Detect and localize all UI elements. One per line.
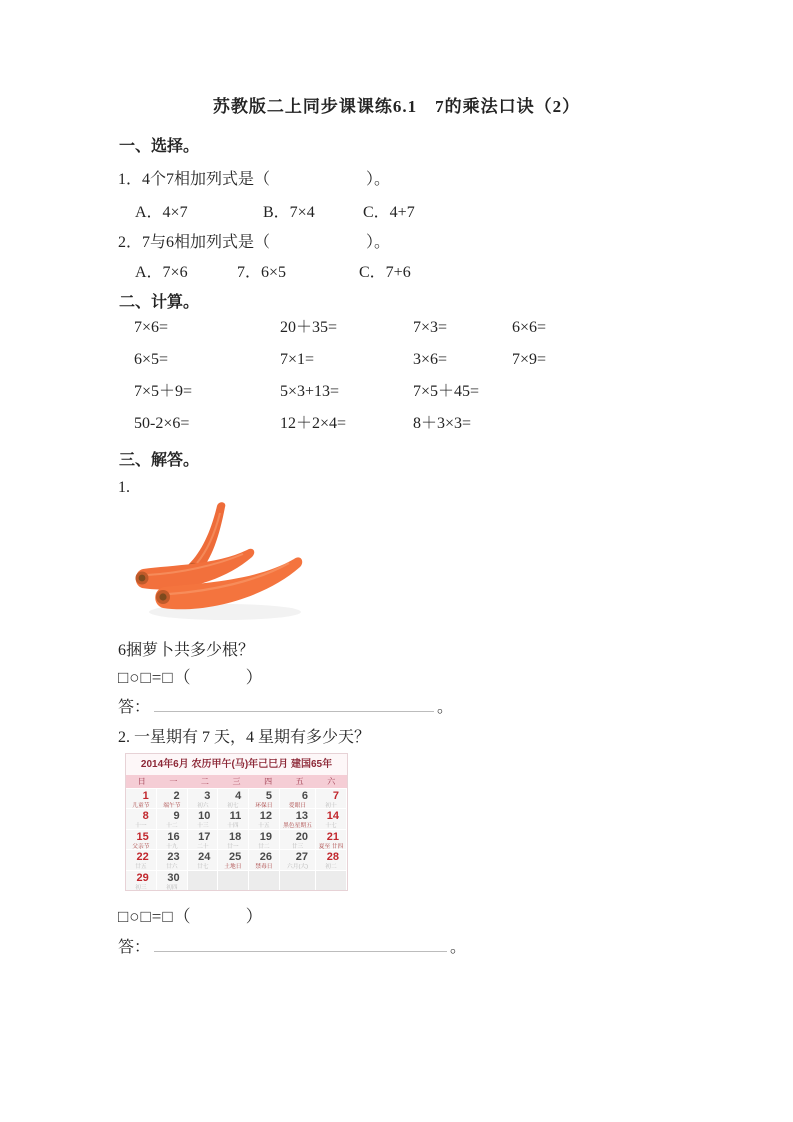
calendar-day-cell [280, 808, 316, 828]
calendar-day-cell [316, 829, 347, 849]
calendar-day-number: 10 [198, 810, 211, 823]
calendar-day-cell [157, 788, 188, 808]
calc-item: 6×5= [134, 351, 169, 368]
calendar-day-cell [157, 808, 188, 828]
calendar-day-number: 20 [295, 830, 309, 843]
calendar-day-cell [126, 829, 157, 849]
calc-item [512, 412, 546, 444]
calendar-day-number: 29 [136, 871, 149, 884]
calc-item: 7×5＋9= [134, 383, 193, 400]
calendar-day-label: 黑色星期五 [283, 823, 312, 829]
calendar-day-label: 初六 [196, 802, 209, 809]
calc-item: 7×1= [280, 351, 315, 368]
calendar-day-cell [249, 829, 280, 849]
option-c: C．4+7 [363, 204, 415, 221]
calendar-day-cell [280, 870, 316, 890]
calendar-day-cell [126, 870, 157, 890]
calendar-day-label: 十九 [165, 843, 178, 850]
calendar-day-cell [249, 808, 280, 828]
section2-header: 二、计算。 [119, 294, 200, 311]
calendar-day-label: 廿三 [291, 843, 304, 850]
calc-grid [134, 316, 546, 444]
calendar-day-number: 3 [204, 790, 211, 802]
calc-item: 7×5＋45= [413, 383, 480, 400]
calendar-day-label: 廿二 [258, 843, 270, 850]
calendar-day-cell [157, 849, 188, 869]
calendar-day-label: 二十 [196, 843, 209, 850]
problem-1-answer-line [118, 694, 453, 717]
calendar-day-label: 廿七 [196, 863, 209, 870]
calc-item [512, 380, 546, 412]
question-1-1: 1．4个7相加列式是（ ）。 [118, 171, 391, 188]
question-1-2: 2．7与6相加列式是（ ）。 [118, 234, 391, 251]
calendar-day-label: 初二 [325, 863, 337, 870]
calendar-weekday-header: 二 [200, 777, 209, 786]
calendar-day-number: 28 [326, 851, 339, 864]
calendar-day-label: 廿五 [135, 863, 147, 870]
problem-2-question: 2. 一星期有 7 天，4 星期有多少天？ [118, 729, 371, 746]
calc-item: 6×6= [512, 319, 547, 336]
calendar-day-number: 16 [167, 830, 180, 843]
calendar-grid [126, 788, 347, 890]
calendar-day-label: 六月(大) [287, 863, 309, 870]
section3-header: 三、解答。 [119, 452, 200, 469]
calendar-day-cell [188, 829, 219, 849]
calendar-day-cell [188, 788, 219, 808]
carrots-illustration [127, 499, 317, 624]
calendar-day-number: 9 [173, 810, 180, 823]
calendar-weekday-header: 三 [232, 777, 241, 786]
calc-item: 20＋35= [280, 319, 338, 336]
calendar-day-label: 禁毒日 [255, 863, 273, 870]
calendar-day-cell [218, 829, 249, 849]
answer-blank [154, 697, 434, 712]
calendar-day-cell [316, 788, 347, 808]
answer-label: 答： [118, 939, 151, 956]
calendar-day-cell [188, 870, 219, 890]
page-title: 苏教版二上同步课课练6.1 7的乘法口诀（2） [212, 97, 581, 116]
calendar-day-number: 24 [198, 851, 211, 864]
calendar-weekday-header: 六 [327, 777, 336, 786]
calendar-day-label: 儿童节 [132, 802, 150, 809]
calendar-day-label: 夏至 廿四 [318, 843, 344, 850]
calendar-day-cell [249, 788, 280, 808]
calendar-day-cell [316, 808, 347, 828]
calendar-day-cell [316, 870, 347, 890]
calendar-day-cell [249, 870, 280, 890]
calendar-day-number: 27 [295, 851, 309, 864]
calendar-day-cell [126, 808, 157, 828]
question-1-1-options [135, 199, 415, 222]
problem-1-equation-blanks: □○□=□（ ） [118, 668, 264, 687]
calendar-day-number: 19 [259, 830, 273, 843]
calendar-day-number: 18 [228, 830, 242, 843]
calendar-day-cell [126, 788, 157, 808]
calendar-day-label: 十一 [135, 823, 147, 829]
answer-period: 。 [437, 699, 454, 716]
calendar-day-label: 初十 [325, 802, 337, 809]
calendar-day-number: 23 [167, 851, 180, 864]
calendar-day-number: 7 [332, 790, 339, 802]
calendar-day-label: 父亲节 [132, 843, 150, 850]
option-b: B．7×4 [263, 204, 315, 221]
calendar-day-number: 17 [198, 830, 211, 843]
calendar-day-number: 11 [229, 810, 242, 823]
calendar-day-cell [157, 829, 188, 849]
calendar-day-number: 4 [235, 790, 242, 802]
calendar-day-number: 21 [326, 830, 339, 843]
option-b: 7．6×5 [237, 264, 287, 281]
calendar-day-label: 环保日 [255, 802, 273, 809]
answer-period: 。 [450, 939, 467, 956]
calendar-day-label: 土地日 [224, 863, 242, 870]
calendar-weekday-header: 日 [137, 777, 146, 786]
calendar-day-label: 廿六 [165, 863, 178, 870]
calendar-weekday-header: 四 [264, 777, 273, 786]
calendar-day-label: 初七 [227, 802, 240, 809]
section1-header: 一、选择。 [119, 138, 200, 155]
calendar-day-label: 十二 [165, 823, 178, 829]
calendar-day-label: 初四 [165, 884, 178, 891]
calendar-day-number: 14 [326, 810, 339, 823]
calendar-day-cell [280, 849, 316, 869]
carrots-photo [127, 499, 317, 624]
calendar-weekday-header: 一 [169, 777, 178, 786]
calendar-day-cell [218, 849, 249, 869]
calendar-day-number: 5 [265, 790, 273, 802]
question-1-2-options [135, 259, 411, 282]
calendar-day-cell [218, 870, 249, 890]
calendar-image [125, 753, 348, 891]
calc-item: 5×3+13= [280, 383, 340, 400]
problem-2-equation-blanks: □○□=□（ ） [118, 907, 264, 926]
calendar-day-cell [316, 849, 347, 869]
calendar-title: 2014年6月 农历甲午(马)年己巳月 建国65年 [126, 754, 347, 775]
calendar-day-label: 廿一 [227, 843, 240, 850]
calendar-day-label: 端午节 [163, 802, 181, 809]
calendar-day-cell [126, 849, 157, 869]
calendar-day-number: 1 [142, 790, 149, 802]
calendar-day-label: 爱眼日 [288, 802, 307, 809]
answer-blank [154, 937, 447, 952]
calendar-day-number: 6 [301, 790, 309, 802]
calendar-day-cell [188, 849, 219, 869]
calendar-day-label: 十四 [227, 823, 240, 829]
calendar-day-label: 十三 [196, 823, 209, 829]
calendar-day-number: 22 [136, 851, 149, 864]
calendar-day-cell [249, 849, 280, 869]
calendar-day-number: 30 [167, 871, 180, 884]
option-a: A．4×7 [135, 204, 188, 221]
calendar-day-number: 25 [228, 851, 242, 864]
calc-item: 12＋2×4= [280, 415, 347, 432]
calendar-day-cell [188, 808, 219, 828]
calendar-day-number: 26 [259, 851, 273, 864]
calendar-day-number: 2 [173, 790, 180, 802]
calendar-weekday-row [126, 775, 347, 788]
calendar-day-cell [157, 870, 188, 890]
option-c: C．7+6 [359, 264, 411, 281]
calc-item: 7×9= [512, 351, 547, 368]
problem-1-question: 6捆萝卜共多少根？ [118, 642, 255, 659]
calendar-day-cell [218, 788, 249, 808]
problem-2-answer-line [118, 934, 466, 957]
calendar-day-number: 12 [259, 810, 273, 823]
calendar-day-cell [280, 829, 316, 849]
calendar-day-label: 初三 [135, 884, 147, 891]
calendar-day-number: 13 [295, 810, 309, 823]
calendar-day-cell [280, 788, 316, 808]
problem-1-number: 1. [118, 479, 130, 496]
answer-label: 答： [118, 699, 151, 716]
calendar-day-number: 15 [136, 830, 149, 843]
calendar-day-cell [218, 808, 249, 828]
calendar-day-label: 十七 [325, 823, 337, 829]
calendar-weekday-header: 五 [295, 777, 304, 786]
option-a: A．7×6 [135, 264, 188, 281]
calc-item: 8＋3×3= [413, 415, 472, 432]
calc-item: 7×3= [413, 319, 448, 336]
calendar-day-number: 8 [142, 810, 149, 823]
calc-item: 3×6= [413, 351, 448, 368]
calc-item: 7×6= [134, 319, 169, 336]
calendar-day-label: 十五 [258, 823, 270, 829]
calc-item: 50-2×6= [134, 415, 190, 432]
